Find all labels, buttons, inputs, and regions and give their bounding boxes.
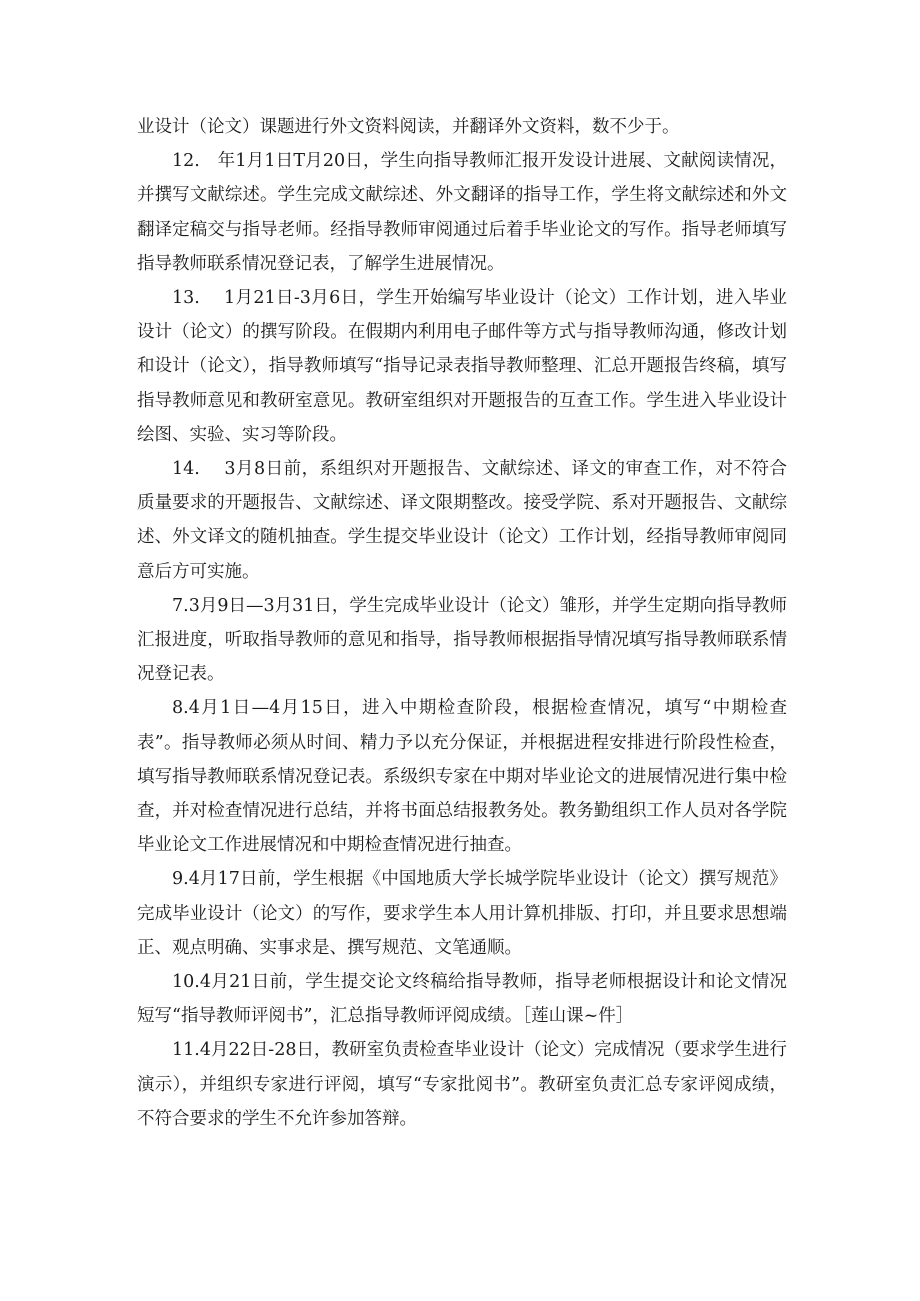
paragraph-item-12: 12. 年1月1日T月20日，学生向指导教师汇报开发设计进展、文献阅读情况，并撰写文献综述。学生完成文献综述、外文翻译的指导工作，学生将文献综述和外文翻译定稿交与指导老师。经指导教师审阅通过后着手毕业论文的写作。指导老师填写指导教师联系情况登记表，了解学生进展情况。 [137,151,787,274]
paragraph-item-10: 10.4月21日前，学生提交论文终稿给指导教师，指导老师根据设计和论文情况短写“指导教师评阅书”，汇总指导教师评阅成绩。［莲山课~件］ [137,972,787,1027]
paragraph-item-8: 8.4月1日—4月15日，进入中期检查阶段，根据检查情况，填写“中期检查表”。指导教师必须从时间、精力予以充分保证，并根据进程安排进行阶段性检查，填写指导教师联系情况登记表。系级织专家在中期对毕业论文的进展情况进行集中检查，并对检查情况进行总结，并将书面总结报教务处。教务勤组织工作人员对各学院毕业论文工作进展情况和中期检查情况进行抽查。 [137,698,787,856]
document-body [137,110,787,1136]
paragraph-item-7: 7.3月9日—3月31日，学生完成毕业设计（论文）雏形，并学生定期向指导教师汇报进度，听取指导教师的意见和指导，指导教师根据指导情况填写指导教师联系情况登记表。 [137,595,787,685]
paragraph-continuation: 业设计（论文）课题进行外文资料阅读，并翻译外文资料，数不少于。 [137,117,680,137]
paragraph-item-11: 11.4月22日-28日，教研室负责检查毕业设计（论文）完成情况（要求学生进行演示），并组织专家进行评阅，填写“专家批阅书”。教研室负责汇总专家评阅成绩，不符合要求的学生不允许参加答辩。 [137,1040,787,1129]
paragraph-item-9: 9.4月17日前，学生根据《中国地质大学长城学院毕业设计（论文）撰写规范》完成毕业设计（论文）的写作，要求学生本人用计算机排版、打印，并且要求思想端正、观点明确、实事求是、撰写规范、文笔通顺。 [137,869,787,958]
paragraph-item-13: 13. 1月21日-3月6日，学生开始编写毕业设计（论文）工作计划，进入毕业设计（论文）的撰写阶段。在假期内利用电子邮件等方式与指导教师沟通，修改计划和设计（论文），指导教师填写“指导记录表指导教师整理、汇总开题报告终稿，填写指导教师意见和教研室意见。教研室组织对开题报告的互查工作。学生进入毕业设计绘图、实验、实习等阶段。 [137,288,787,445]
paragraph-item-14: 14. 3月8日前，系组织对开题报告、文献综述、译文的审查工作，对不符合质量要求的开题报告、文献综述、译文限期整改。接受学院、系对开题报告、文献综述、外文译文的随机抽查。学生提交毕业设计（论文）工作计划，经指导教师审阅同意后方可实施。 [137,459,787,582]
